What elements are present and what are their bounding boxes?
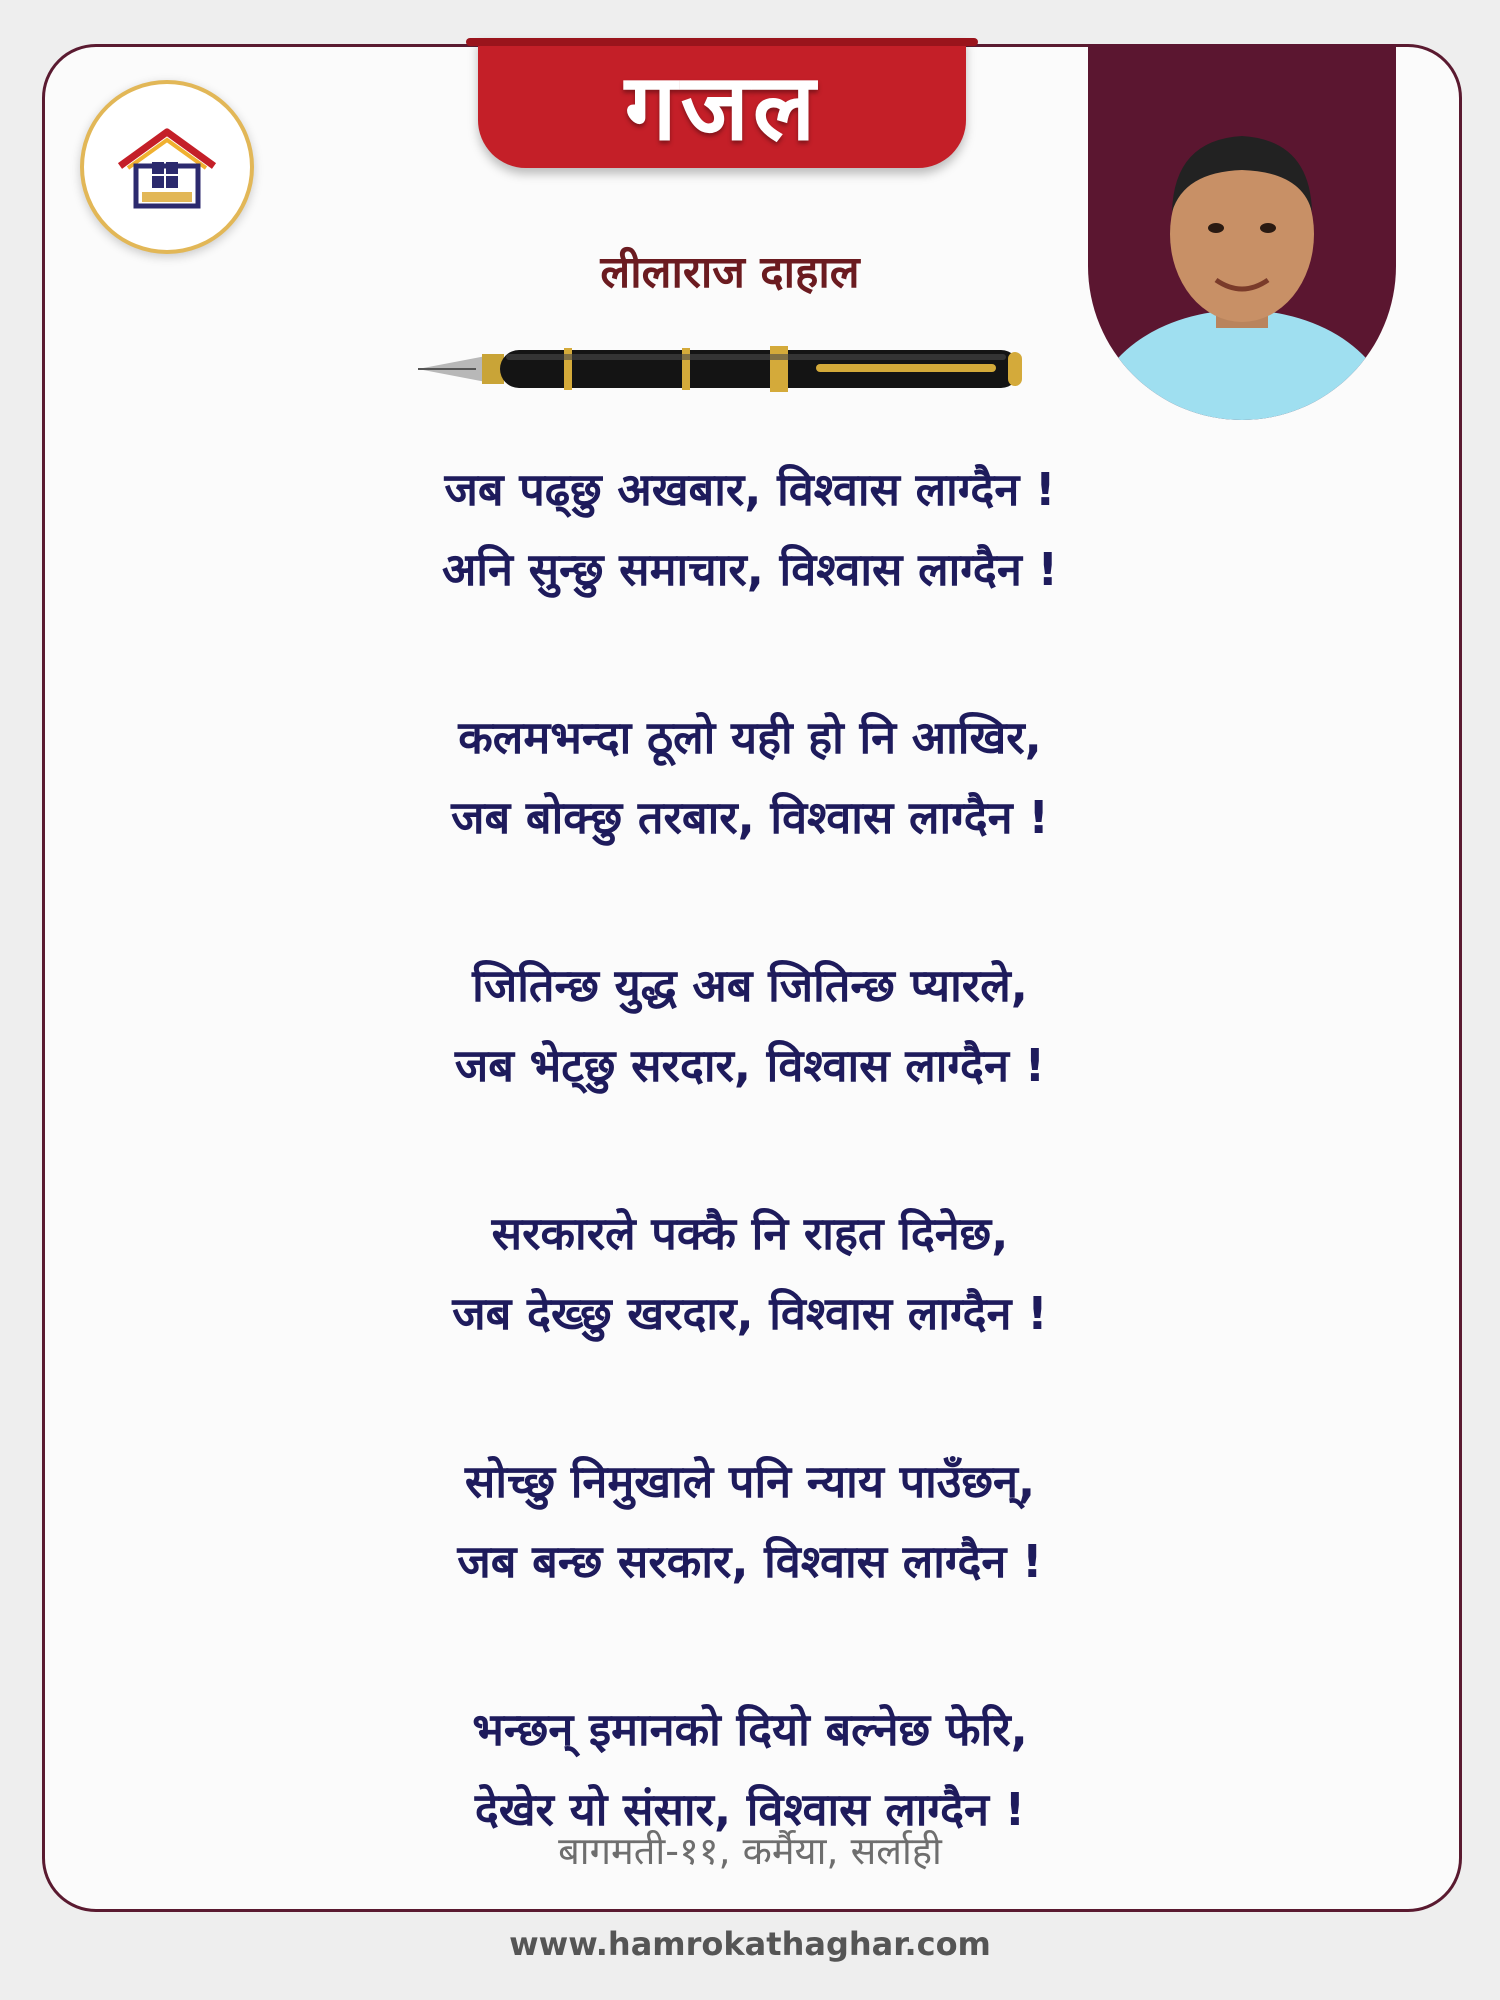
- poem-line: कलमभन्दा ठूलो यही हो नि आखिर,: [458, 711, 1042, 764]
- title-banner: [478, 38, 966, 168]
- poem-line: अनि सुन्छु समाचार, विश्वास लाग्दैन !: [442, 543, 1058, 596]
- couplet: [250, 450, 1250, 610]
- poem-line: जब बोक्छु तरबार, विश्वास लाग्दैन !: [451, 791, 1049, 844]
- poem-line: जितिन्छ युद्ध अब जितिन्छ प्यारले,: [472, 959, 1028, 1012]
- poem-body: [250, 450, 1250, 1938]
- house-logo-icon: [112, 122, 222, 212]
- poem-line: देखेर यो संसार, विश्वास लाग्दैन !: [474, 1783, 1026, 1836]
- couplet: [250, 1194, 1250, 1354]
- site-logo: [80, 80, 254, 254]
- fountain-pen-icon: [416, 342, 1030, 396]
- poem-line: जब बन्छ सरकार, विश्वास लाग्दैन !: [457, 1535, 1043, 1588]
- author-name: लीलाराज दाहाल: [600, 247, 860, 298]
- couplet: [250, 946, 1250, 1106]
- poem-line: सोच्छु निमुखाले पनि न्याय पाउँछन्,: [464, 1455, 1036, 1508]
- author-photo-panel: [1088, 44, 1396, 420]
- author-address: बागमती-११, कर्मैया, सर्लाही: [558, 1829, 942, 1873]
- poem-line: सरकारले पक्कै नि राहत दिनेछ,: [491, 1207, 1009, 1260]
- poem-line: भन्छन् इमानको दियो बल्नेछ फेरि,: [472, 1703, 1028, 1756]
- couplet: [250, 698, 1250, 858]
- couplet: [250, 1442, 1250, 1602]
- poem-line: जब देख्छु खरदार, विश्वास लाग्दैन !: [452, 1287, 1048, 1340]
- website-link[interactable]: www.hamrokathaghar.com: [509, 1925, 991, 1963]
- poem-line: जब भेट्छु सरदार, विश्वास लाग्दैन !: [454, 1039, 1046, 1092]
- poem-line: जब पढ्छु अखबार, विश्वास लाग्दैन !: [444, 463, 1056, 516]
- author-portrait-photo: [1088, 44, 1396, 420]
- poster-title: गजल: [624, 53, 820, 161]
